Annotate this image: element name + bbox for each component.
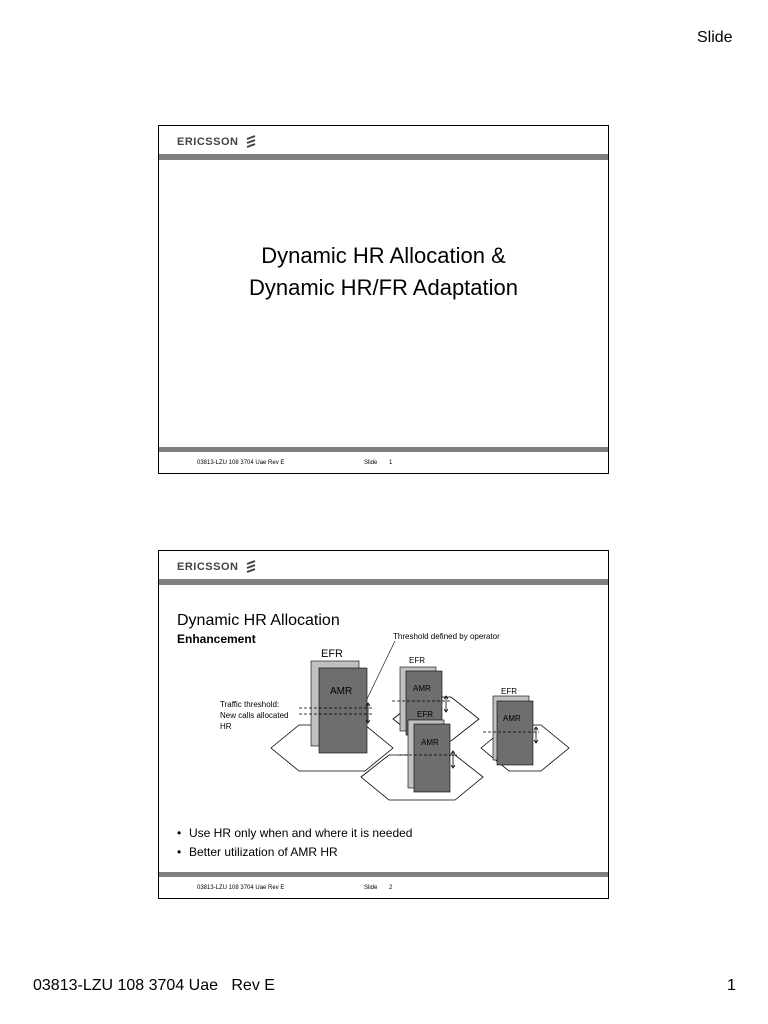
traffic-threshold-line-2: New calls allocated xyxy=(220,711,289,720)
bullet-text: Use HR only when and where it is needed xyxy=(189,826,413,840)
bullet-text: Better utilization of AMR HR xyxy=(189,845,338,859)
page-footer-doc: 03813-LZU 108 3704 Uae Rev E xyxy=(33,977,275,994)
slide-top-bar xyxy=(159,154,608,160)
ericsson-logo xyxy=(177,135,257,149)
traffic-threshold-line-3: HR xyxy=(220,722,232,731)
ericsson-mark-icon xyxy=(245,135,257,149)
amr-label-right: AMR xyxy=(503,714,521,723)
amr-block-right xyxy=(497,701,533,765)
amr-label-left: AMR xyxy=(330,686,353,697)
logo-text: ERICSSON xyxy=(177,135,239,148)
slide-bottom-bar xyxy=(159,447,608,452)
slide-footer-doc: 03813-LZU 108 3704 Uae Rev E xyxy=(197,460,285,466)
slide-footer-doc: 03813-LZU 108 3704 Uae Rev E xyxy=(197,885,285,891)
slide-1 xyxy=(158,125,609,474)
cell-diagram xyxy=(159,551,610,851)
page-header-label: Slide xyxy=(697,29,733,46)
threshold-callout-line xyxy=(366,641,395,701)
slide-2-title: Dynamic HR Allocation xyxy=(177,612,340,629)
slide-footer-slide-number: 2 xyxy=(389,885,393,891)
slide-1-title-line-2: Dynamic HR/FR Adaptation xyxy=(249,275,518,300)
efr-label-mid-top: EFR xyxy=(409,656,425,665)
slide-footer-slide-label: Slide xyxy=(364,885,378,891)
bullet-item: • Use HR only when and where it is needed xyxy=(177,826,413,840)
logo-text: ERICSSON xyxy=(177,560,239,573)
efr-label-left: EFR xyxy=(321,648,343,660)
amr-block-mid-bottom xyxy=(414,724,450,792)
amr-block-left xyxy=(319,668,367,753)
slide-bottom-bar xyxy=(159,872,608,877)
efr-label-mid-bottom: EFR xyxy=(417,710,433,719)
page-number: 1 xyxy=(727,977,736,994)
amr-label-mid-top: AMR xyxy=(413,684,431,693)
efr-label-right: EFR xyxy=(501,687,517,696)
slide-2 xyxy=(158,550,609,899)
traffic-threshold-line-1: Traffic threshold: xyxy=(220,700,280,709)
amr-label-mid-bottom: AMR xyxy=(421,738,439,747)
slide-footer-slide-number: 1 xyxy=(389,460,393,466)
threshold-label: Threshold defined by operator xyxy=(393,632,500,641)
slide-footer-slide-label: Slide xyxy=(364,460,378,466)
bullet-item: • Better utilization of AMR HR xyxy=(177,845,338,859)
slide-2-subtitle: Enhancement xyxy=(177,632,256,646)
slide-1-title-line-1: Dynamic HR Allocation & xyxy=(261,243,506,268)
